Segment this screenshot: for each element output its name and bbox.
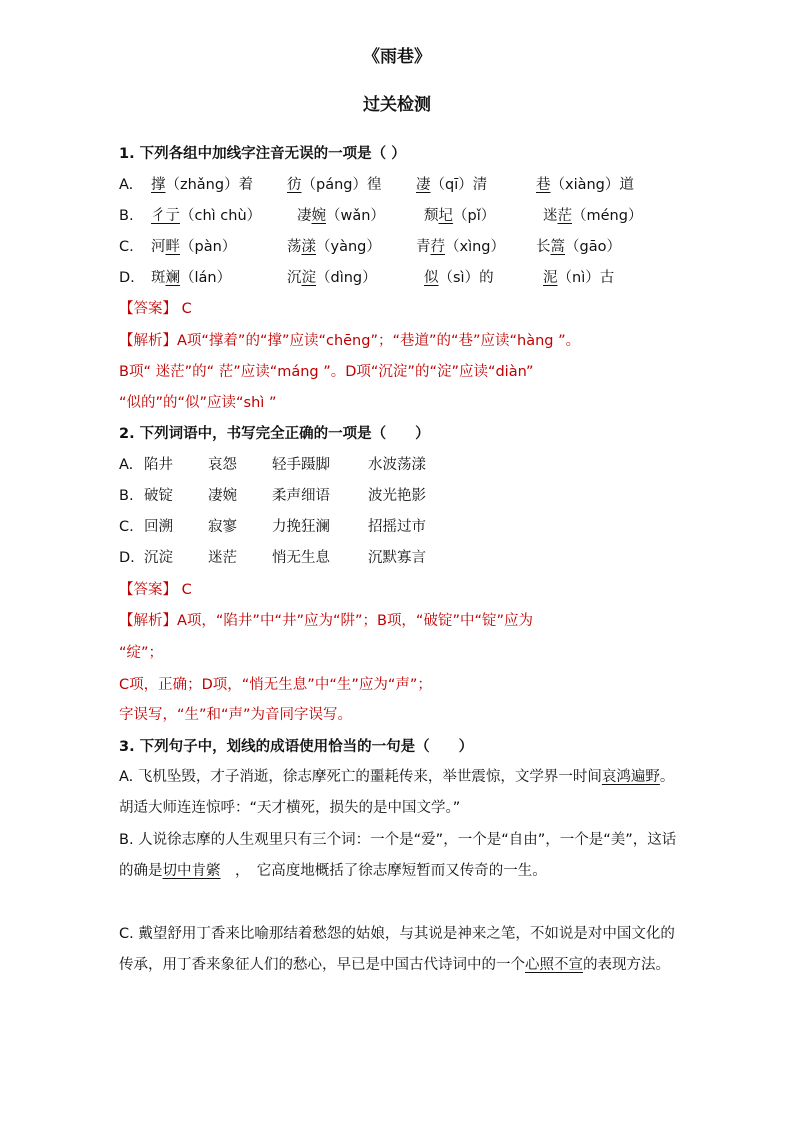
analysis-label: 【解析】 bbox=[119, 613, 177, 629]
option-label: C. bbox=[119, 239, 134, 255]
option-item: 迷茫（méng） bbox=[543, 208, 643, 224]
analysis-label: 【解析】 bbox=[119, 333, 177, 349]
option-word: 回溯 bbox=[144, 519, 173, 535]
option-word: 迷茫 bbox=[208, 550, 237, 566]
option-item: 巷（xiàng）道 bbox=[536, 177, 634, 193]
option-label: D. bbox=[119, 550, 135, 566]
question-2-analysis-line: “绽”； bbox=[119, 645, 164, 661]
answer-label: 【答案】 bbox=[119, 301, 177, 317]
option-label: B. bbox=[119, 208, 134, 224]
question-2-analysis-line: C项，正确；D项，“悄无生息”中“生”应为“声”； bbox=[119, 677, 432, 693]
option-word: 沉淀 bbox=[144, 550, 173, 566]
option-word: 轻手蹑脚 bbox=[272, 457, 330, 473]
question-2-analysis-line: 字误写，“生”和“声”为音同字误写。 bbox=[119, 707, 353, 723]
option-item: 凄婉（wǎn） bbox=[297, 208, 385, 224]
question-3-stem: 3. 下列句子中，划线的成语使用恰当的一句是（ ） bbox=[119, 739, 474, 755]
option-item: 沉淀（dìng） bbox=[287, 270, 377, 286]
answer-value: C bbox=[181, 582, 192, 598]
option-word: 招摇过市 bbox=[368, 519, 426, 535]
option-item: 撑（zhǎng）着 bbox=[151, 177, 254, 193]
option-word: 水波荡漾 bbox=[368, 457, 426, 473]
option-item: 凄（qī）清 bbox=[416, 177, 488, 193]
option-item: 泥（nì）古 bbox=[543, 270, 615, 286]
option-word: 力挽狂澜 bbox=[272, 519, 330, 535]
option-word: 凄婉 bbox=[208, 488, 237, 504]
option-item: 荡漾（yàng） bbox=[287, 239, 381, 255]
option-label: A. bbox=[119, 457, 134, 473]
option-item: 河畔（pàn） bbox=[151, 239, 237, 255]
question-1-stem: 1. 下列各组中加线字注音无误的一项是（ ） bbox=[119, 146, 406, 162]
option-word: 柔声细语 bbox=[272, 488, 330, 504]
option-word: 沉默寡言 bbox=[368, 550, 426, 566]
option-label: B. bbox=[119, 488, 134, 504]
option-label: A. bbox=[119, 177, 134, 193]
question-1-analysis-line: B项“ 迷茫”的“ 茫”应读“máng ”。D项“沉淀”的“淀”应读“diàn” bbox=[119, 364, 534, 380]
question-2-answer bbox=[119, 580, 192, 600]
answer-value: C bbox=[181, 301, 192, 317]
document-subtitle: 过关检测 bbox=[363, 95, 431, 115]
question-1-analysis-line: 【解析】A项“撑着”的“撑”应读“chēng”；“巷道”的“巷”应读“hàng ”。 bbox=[119, 333, 581, 349]
question-3-option-a: A. 飞机坠毁，才子消逝，徐志摩死亡的噩耗传来，举世震惊，文学界一时间哀鸿遍野。胡适大师连连惊呼：“天才横死，损失的是中国文学。” bbox=[119, 769, 675, 816]
option-word: 悄无生息 bbox=[272, 550, 330, 566]
question-3-option-c: C. 戴望舒用丁香来比喻那结着愁怨的姑娘，与其说是神来之笔，不如说是对中国文化的传承，用丁香来象征人们的愁心，早已是中国古代诗词中的一个心照不宣的表现方法。 bbox=[119, 926, 675, 973]
option-item: 彷（páng）徨 bbox=[287, 177, 382, 193]
question-1-answer bbox=[119, 299, 192, 319]
option-word: 波光艳影 bbox=[368, 488, 426, 504]
question-3-option-b: B. 人说徐志摩的人生观里只有三个词：一个是“爱”，一个是“自由”，一个是“美”，这话的确是切中肯綮 ， 它高度地概括了徐志摩短暂而又传奇的一生。 bbox=[119, 832, 677, 879]
option-item: 彳亍（chì chù） bbox=[151, 208, 262, 224]
document-title: 《雨巷》 bbox=[363, 47, 431, 67]
option-item: 斑斓（lán） bbox=[151, 270, 232, 286]
option-word: 陷井 bbox=[144, 457, 173, 473]
option-item: 长篙（gāo） bbox=[536, 239, 621, 255]
option-item: 青荇（xìng） bbox=[416, 239, 506, 255]
option-label: C. bbox=[119, 519, 134, 535]
question-1-analysis-line: “似的”的“似”应读“shì ” bbox=[119, 395, 277, 411]
option-item: 颓圮（pǐ） bbox=[424, 208, 496, 224]
option-word: 哀怨 bbox=[208, 457, 237, 473]
option-word: 寂寥 bbox=[208, 519, 237, 535]
question-2-stem: 2. 下列词语中，书写完全正确的一项是（ ） bbox=[119, 426, 430, 442]
question-2-analysis-line: 【解析】A项，“陷井”中“井”应为“阱”；B项，“破锭”中“锭”应为 bbox=[119, 613, 533, 629]
option-word: 破锭 bbox=[144, 488, 173, 504]
option-label: D. bbox=[119, 270, 135, 286]
option-item: 似（sì）的 bbox=[424, 270, 494, 286]
answer-label: 【答案】 bbox=[119, 582, 177, 598]
